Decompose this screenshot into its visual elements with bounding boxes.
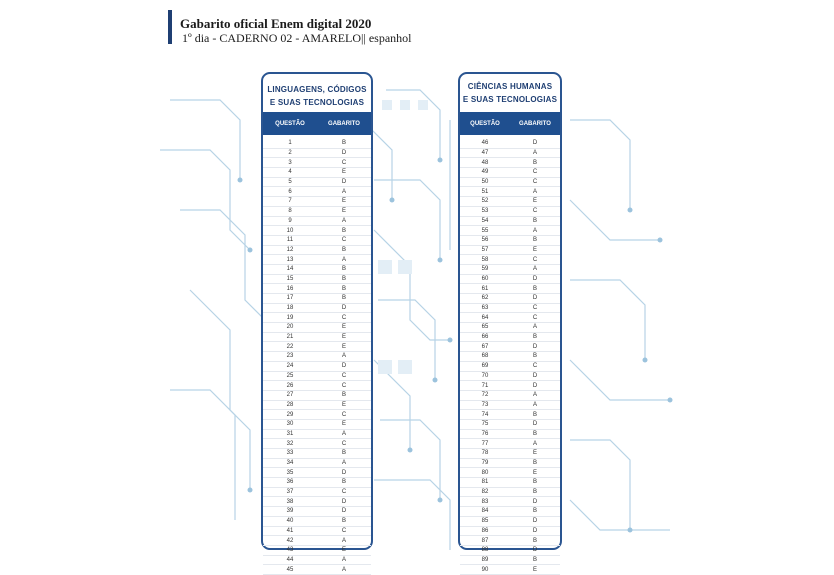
- table-row: [263, 527, 371, 537]
- table-row: [263, 226, 371, 236]
- column-header-questao: QUESTÃO: [275, 120, 305, 127]
- table-row: [460, 507, 560, 517]
- table-row: [460, 304, 560, 314]
- header-accent-bar: [168, 10, 172, 44]
- question-number: 2: [288, 150, 292, 157]
- table-row: [460, 556, 560, 566]
- table-row: [460, 488, 560, 498]
- answer-letter: A: [341, 188, 346, 195]
- answer-letter: C: [341, 372, 347, 379]
- question-number: 11: [286, 237, 294, 244]
- answer-letter: D: [532, 527, 538, 534]
- answer-letter: E: [341, 208, 346, 215]
- question-number: 67: [481, 343, 489, 350]
- answer-letter: A: [341, 430, 346, 437]
- table-row: [263, 507, 371, 517]
- question-number: 45: [286, 566, 294, 573]
- answer-letter: B: [532, 508, 537, 515]
- column-header-gabarito: GABARITO: [328, 120, 360, 127]
- table-row: [460, 168, 560, 178]
- question-number: 76: [481, 430, 489, 437]
- table-row: [263, 246, 371, 256]
- question-number: 19: [286, 314, 294, 321]
- answer-letter: D: [532, 382, 538, 389]
- question-number: 30: [286, 421, 294, 428]
- answer-letter: B: [532, 430, 537, 437]
- question-number: 88: [481, 547, 489, 554]
- answer-letter: C: [532, 363, 538, 370]
- table-row: [460, 468, 560, 478]
- question-number: 52: [481, 198, 489, 205]
- answer-letter: C: [341, 411, 347, 418]
- question-number: 26: [286, 382, 294, 389]
- question-number: 84: [481, 508, 489, 515]
- question-number: 50: [481, 179, 489, 186]
- question-number: 16: [286, 285, 294, 292]
- answer-letter: E: [532, 246, 537, 253]
- question-number: 34: [286, 460, 294, 467]
- answer-letter: B: [532, 217, 537, 224]
- table-row: [263, 275, 371, 285]
- answer-letter: A: [532, 188, 537, 195]
- table-row: [263, 168, 371, 178]
- table-row: [460, 178, 560, 188]
- question-number: 10: [286, 227, 294, 234]
- answer-letter: A: [532, 150, 537, 157]
- table-row: [263, 342, 371, 352]
- answer-letter: B: [532, 556, 537, 563]
- table-row: [460, 401, 560, 411]
- answer-letter: B: [341, 479, 346, 486]
- answer-letter: D: [532, 421, 538, 428]
- question-number: 13: [286, 256, 294, 263]
- answer-letter: D: [532, 498, 538, 505]
- table-row: [263, 565, 371, 575]
- question-number: 6: [288, 188, 292, 195]
- answer-letter: D: [532, 547, 538, 554]
- table-row: [460, 478, 560, 488]
- table-row: [263, 149, 371, 159]
- question-number: 75: [481, 421, 489, 428]
- question-number: 68: [481, 353, 489, 360]
- answer-letter: E: [532, 450, 537, 457]
- table-row: [263, 178, 371, 188]
- answer-letter: B: [341, 285, 346, 292]
- answer-letter: E: [341, 334, 346, 341]
- table-row: [460, 439, 560, 449]
- table-row: [263, 207, 371, 217]
- table-row: [460, 323, 560, 333]
- answer-letter: C: [341, 489, 347, 496]
- answer-letter: B: [341, 450, 346, 457]
- table-row: [460, 139, 560, 149]
- question-number: 43: [286, 547, 294, 554]
- question-number: 87: [481, 537, 489, 544]
- answer-letter: B: [532, 460, 537, 467]
- question-number: 28: [286, 401, 294, 408]
- answer-letter: D: [532, 275, 538, 282]
- answer-letter: C: [341, 159, 347, 166]
- answer-letter: D: [532, 295, 538, 302]
- table-row: [263, 265, 371, 275]
- question-number: 62: [481, 295, 489, 302]
- answer-letter: B: [532, 159, 537, 166]
- linguagens-title-line-2: E SUAS TECNOLOGIAS: [269, 98, 365, 107]
- question-number: 51: [481, 188, 489, 195]
- answer-letter: D: [341, 508, 347, 515]
- table-row: [460, 236, 560, 246]
- table-row: [263, 294, 371, 304]
- question-number: 41: [286, 527, 294, 534]
- question-number: 39: [286, 508, 294, 515]
- table-row: [460, 449, 560, 459]
- question-number: 49: [481, 169, 489, 176]
- table-row: [263, 449, 371, 459]
- question-number: 66: [481, 334, 489, 341]
- answer-letter: C: [341, 527, 347, 534]
- table-row: [460, 342, 560, 352]
- question-number: 4: [288, 169, 292, 176]
- question-number: 29: [286, 411, 294, 418]
- table-row: [263, 439, 371, 449]
- answer-letter: E: [532, 198, 537, 205]
- answer-letter: E: [341, 401, 346, 408]
- table-row: [460, 265, 560, 275]
- table-row: [460, 527, 560, 537]
- question-number: 48: [481, 159, 489, 166]
- answer-letter: B: [532, 334, 537, 341]
- table-row: [263, 323, 371, 333]
- table-row: [263, 536, 371, 546]
- answer-letter: A: [341, 537, 346, 544]
- table-row: [460, 294, 560, 304]
- ciencias-humanas-answer-panel: [458, 72, 562, 573]
- answer-letter: D: [532, 518, 538, 525]
- answer-letter: A: [532, 324, 537, 331]
- question-number: 61: [481, 285, 489, 292]
- table-row: [263, 284, 371, 294]
- answer-letter: C: [341, 314, 347, 321]
- answer-letter: E: [341, 324, 346, 331]
- table-row: [263, 546, 371, 556]
- question-number: 37: [286, 489, 294, 496]
- table-row: [460, 372, 560, 382]
- answer-letter: A: [341, 460, 346, 467]
- table-row: [263, 430, 371, 440]
- question-number: 89: [481, 556, 489, 563]
- linguagens-answer-panel: [261, 72, 373, 573]
- question-number: 22: [286, 343, 294, 350]
- table-row: [460, 158, 560, 168]
- answer-letter: C: [532, 179, 538, 186]
- linguagens-table-header: [263, 112, 371, 135]
- question-number: 1: [288, 140, 292, 147]
- answer-letter: A: [532, 440, 537, 447]
- answer-letter: A: [532, 401, 537, 408]
- answer-letter: C: [532, 169, 538, 176]
- answer-letter: E: [532, 469, 537, 476]
- question-number: 65: [481, 324, 489, 331]
- question-number: 63: [481, 305, 489, 312]
- ciencias-humanas-title-line-2: E SUAS TECNOLOGIAS: [462, 95, 558, 104]
- answer-letter: C: [341, 237, 347, 244]
- table-row: [263, 381, 371, 391]
- question-number: 20: [286, 324, 294, 331]
- table-row: [460, 546, 560, 556]
- table-row: [460, 246, 560, 256]
- answer-letter: B: [341, 266, 346, 273]
- question-number: 40: [286, 518, 294, 525]
- answer-letter: B: [341, 140, 346, 147]
- table-row: [460, 362, 560, 372]
- table-row: [460, 565, 560, 575]
- question-number: 58: [481, 256, 489, 263]
- question-number: 60: [481, 275, 489, 282]
- question-number: 24: [286, 363, 294, 370]
- linguagens-panel-title: [263, 74, 371, 112]
- answer-letter: B: [341, 275, 346, 282]
- question-number: 53: [481, 208, 489, 215]
- answer-letter: B: [341, 518, 346, 525]
- question-number: 83: [481, 498, 489, 505]
- answer-letter: D: [341, 305, 347, 312]
- table-row: [460, 391, 560, 401]
- table-row: [263, 217, 371, 227]
- table-row: [263, 410, 371, 420]
- table-row: [263, 497, 371, 507]
- question-number: 31: [286, 430, 294, 437]
- answer-letter: E: [341, 169, 346, 176]
- table-row: [460, 517, 560, 527]
- answer-letter: B: [532, 285, 537, 292]
- question-number: 73: [481, 401, 489, 408]
- table-row: [263, 187, 371, 197]
- answer-letter: B: [532, 537, 537, 544]
- question-number: 25: [286, 372, 294, 379]
- question-number: 33: [286, 450, 294, 457]
- question-number: 54: [481, 217, 489, 224]
- table-row: [263, 488, 371, 498]
- table-row: [460, 149, 560, 159]
- question-number: 86: [481, 527, 489, 534]
- answer-letter: C: [532, 305, 538, 312]
- ciencias-humanas-table-body: [460, 135, 560, 575]
- question-number: 42: [286, 537, 294, 544]
- answer-letter: B: [341, 246, 346, 253]
- ciencias-humanas-title-line-1: CIÊNCIAS HUMANAS: [467, 82, 553, 91]
- question-number: 27: [286, 392, 294, 399]
- table-row: [263, 372, 371, 382]
- ciencias-humanas-table-header: [460, 112, 560, 135]
- answer-letter: D: [532, 372, 538, 379]
- answer-letter: C: [341, 382, 347, 389]
- answer-letter: E: [341, 421, 346, 428]
- question-number: 72: [481, 392, 489, 399]
- answer-letter: A: [341, 556, 346, 563]
- answer-letter: B: [341, 392, 346, 399]
- answer-letter: A: [341, 256, 346, 263]
- question-number: 46: [481, 140, 489, 147]
- answer-letter: E: [341, 547, 346, 554]
- table-row: [263, 401, 371, 411]
- table-row: [460, 313, 560, 323]
- table-row: [460, 430, 560, 440]
- answer-letter: B: [532, 237, 537, 244]
- question-number: 21: [286, 334, 294, 341]
- question-number: 78: [481, 450, 489, 457]
- question-number: 56: [481, 237, 489, 244]
- ciencias-humanas-panel-title: [460, 74, 560, 112]
- table-row: [460, 255, 560, 265]
- question-number: 32: [286, 440, 294, 447]
- table-row: [460, 497, 560, 507]
- circuit-background: [150, 60, 680, 557]
- answer-letter: B: [532, 489, 537, 496]
- question-number: 55: [481, 227, 489, 234]
- table-row: [263, 517, 371, 527]
- question-number: 81: [481, 479, 489, 486]
- question-number: 15: [286, 275, 294, 282]
- table-row: [460, 536, 560, 546]
- question-number: 3: [288, 159, 292, 166]
- table-row: [460, 459, 560, 469]
- answer-letter: E: [532, 566, 537, 573]
- answer-letter: A: [532, 227, 537, 234]
- table-row: [460, 217, 560, 227]
- table-row: [263, 139, 371, 149]
- table-row: [460, 420, 560, 430]
- question-number: 36: [286, 479, 294, 486]
- column-header-questao: QUESTÃO: [470, 120, 500, 127]
- question-number: 23: [286, 353, 294, 360]
- question-number: 38: [286, 498, 294, 505]
- answer-letter: E: [341, 198, 346, 205]
- answer-letter: A: [341, 217, 346, 224]
- table-row: [460, 410, 560, 420]
- table-row: [263, 420, 371, 430]
- answer-letter: B: [532, 479, 537, 486]
- table-row: [460, 352, 560, 362]
- table-row: [263, 236, 371, 246]
- question-number: 12: [286, 246, 294, 253]
- table-row: [263, 158, 371, 168]
- question-number: 17: [286, 295, 294, 302]
- question-number: 90: [481, 566, 489, 573]
- answer-letter: C: [532, 256, 538, 263]
- linguagens-title-line-1: LINGUAGENS, CÓDIGOS: [267, 85, 367, 94]
- answer-letter: B: [341, 295, 346, 302]
- answer-letter: D: [532, 140, 538, 147]
- question-number: 9: [288, 217, 292, 224]
- table-row: [263, 313, 371, 323]
- question-number: 79: [481, 460, 489, 467]
- table-row: [263, 362, 371, 372]
- question-number: 71: [481, 382, 489, 389]
- question-number: 57: [481, 246, 489, 253]
- table-row: [263, 459, 371, 469]
- answer-letter: D: [532, 343, 538, 350]
- question-number: 47: [481, 150, 489, 157]
- question-number: 5: [288, 179, 292, 186]
- question-number: 80: [481, 469, 489, 476]
- answer-letter: D: [341, 150, 347, 157]
- table-row: [263, 391, 371, 401]
- answer-letter: E: [341, 343, 346, 350]
- answer-letter: C: [341, 440, 347, 447]
- table-row: [460, 226, 560, 236]
- question-number: 77: [481, 440, 489, 447]
- question-number: 85: [481, 518, 489, 525]
- answer-letter: D: [341, 363, 347, 370]
- question-number: 64: [481, 314, 489, 321]
- answer-letter: C: [532, 314, 538, 321]
- page-title: Gabarito oficial Enem digital 2020: [180, 16, 372, 31]
- answer-letter: B: [532, 411, 537, 418]
- question-number: 14: [286, 266, 294, 273]
- question-number: 59: [481, 266, 489, 273]
- table-row: [460, 284, 560, 294]
- question-number: 18: [286, 305, 294, 312]
- answer-letter: B: [341, 227, 346, 234]
- table-row: [263, 304, 371, 314]
- question-number: 44: [286, 556, 294, 563]
- column-header-gabarito: GABARITO: [519, 120, 551, 127]
- answer-letter: A: [532, 266, 537, 273]
- table-row: [460, 197, 560, 207]
- table-row: [263, 197, 371, 207]
- answer-letter: B: [532, 353, 537, 360]
- answer-letter: D: [341, 469, 347, 476]
- question-number: 7: [288, 198, 292, 205]
- table-row: [460, 381, 560, 391]
- answer-letter: A: [341, 353, 346, 360]
- table-row: [263, 468, 371, 478]
- table-row: [460, 275, 560, 285]
- answer-letter: D: [341, 179, 347, 186]
- question-number: 8: [288, 208, 292, 215]
- page-subtitle: 1º dia - CADERNO 02 - AMARELO|| espanhol: [182, 31, 412, 45]
- table-row: [263, 352, 371, 362]
- answer-letter: D: [341, 498, 347, 505]
- answer-letter: A: [532, 392, 537, 399]
- answer-letter: A: [341, 566, 346, 573]
- table-row: [460, 187, 560, 197]
- question-number: 74: [481, 411, 489, 418]
- question-number: 35: [286, 469, 294, 476]
- table-row: [263, 333, 371, 343]
- table-row: [263, 478, 371, 488]
- table-row: [263, 255, 371, 265]
- answer-letter: C: [532, 208, 538, 215]
- table-row: [460, 333, 560, 343]
- table-row: [263, 556, 371, 566]
- table-row: [460, 207, 560, 217]
- question-number: 70: [481, 372, 489, 379]
- linguagens-table-body: [263, 135, 371, 575]
- question-number: 69: [481, 363, 489, 370]
- question-number: 82: [481, 489, 489, 496]
